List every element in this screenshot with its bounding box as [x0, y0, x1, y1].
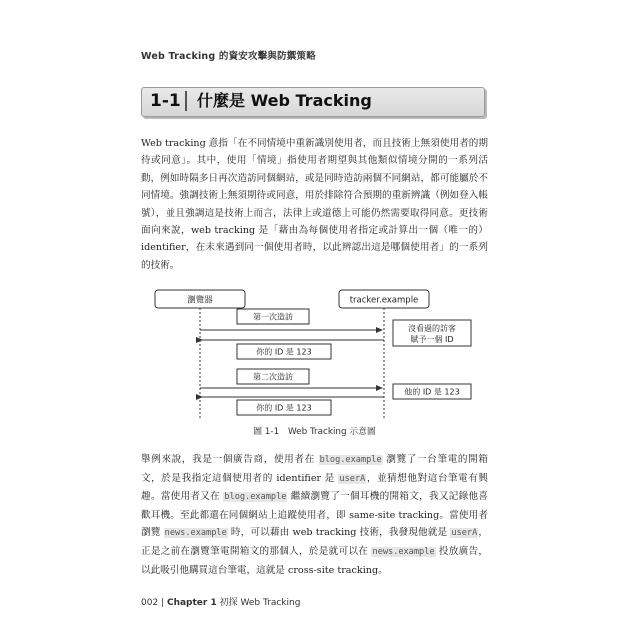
text-run: 瀏覽了一台筆電的開箱文，於是我指定這個使用者的 identifier 是	[141, 454, 488, 484]
second-visit-label: 第二次造訪	[253, 372, 293, 382]
figure-caption: 圖 1-1 Web Tracking 示意圖	[253, 427, 376, 437]
section-number: 1-1	[150, 91, 181, 111]
first-response-label: 你的 ID 是 123	[256, 347, 312, 357]
text-run: ，並猜想他對這台筆電有興趣。當使用者又在	[141, 472, 488, 503]
browser-actor-label: 瀏覽器	[187, 295, 213, 306]
first-visit-label: 第一次造訪	[253, 312, 293, 322]
inline-code: userA	[451, 528, 478, 539]
unseen-visitor-note-line1: 沒看過的訪客	[408, 324, 456, 333]
inline-code: userA	[339, 473, 366, 484]
example-paragraph	[141, 451, 488, 579]
inline-code: blog.example	[224, 492, 287, 503]
running-header: Web Tracking 的資安攻擊與防禦策略	[141, 51, 316, 62]
intro-paragraph: Web tracking 意指「在不同情境中重新識別使用者，而且技術上無須使用者的期待或同意」。其中，使用「情境」指使用者期望與其他類似情境分開的一系列活動，例如時隔多日再次造訪同個網站，或是同時造訪兩個不同網站，都可能屬於不同情境。強調技術上無須期待或同意，用於排除符合預期的重新辨識（例如登入帳號），並且強調這是技術上而言，法律上或道德上可能仍然需要取得同意。更技術面向來說，web tracking 是「藉由為每個使用者指定或計算出一個（唯一的）identifier，在未來遇到同一個使用者時，以此辨認出這是哪個使用者」的一系列的技術。	[141, 138, 488, 271]
tracker-actor-label: tracker.example	[349, 295, 419, 306]
page-footer	[141, 595, 300, 608]
section-divider	[185, 91, 187, 111]
inline-code: blog.example	[319, 455, 382, 465]
inline-code: news.example	[164, 528, 227, 539]
chapter-number: Chapter 1	[166, 598, 217, 608]
web-tracking-diagram	[141, 284, 491, 419]
chapter-title: 初探 Web Tracking	[219, 598, 301, 608]
section-title: 什麼是 Web Tracking	[197, 91, 372, 110]
text-run: 時，可以藉由 web tracking 技術，我發現他就是	[227, 527, 451, 539]
inline-code: news.example	[372, 546, 435, 557]
unseen-visitor-note-line2: 賦予一個 ID	[410, 335, 454, 344]
text-run: ，正是之前在瀏覽筆電開箱文的那個人，於是就可以在	[141, 527, 489, 557]
footer-separator: |	[161, 598, 167, 608]
text-run: 投放廣告，以此吸引他購買這台筆電，這就是 cross-site tracking。	[141, 545, 488, 576]
second-response-label: 你的 ID 是 123	[256, 403, 312, 413]
known-visitor-note-label: 他的 ID 是 123	[404, 387, 460, 397]
text-run: 繼續瀏覽了一個耳機的開箱文，我又記錄他喜歡耳機。至此都還在同個網站上追蹤使用者，即 same-site tracking。當使用者瀏覽	[141, 491, 488, 539]
text-run: 舉例來說，我是一個廣告商，使用者在	[141, 454, 319, 465]
page-number: 002	[141, 598, 159, 608]
